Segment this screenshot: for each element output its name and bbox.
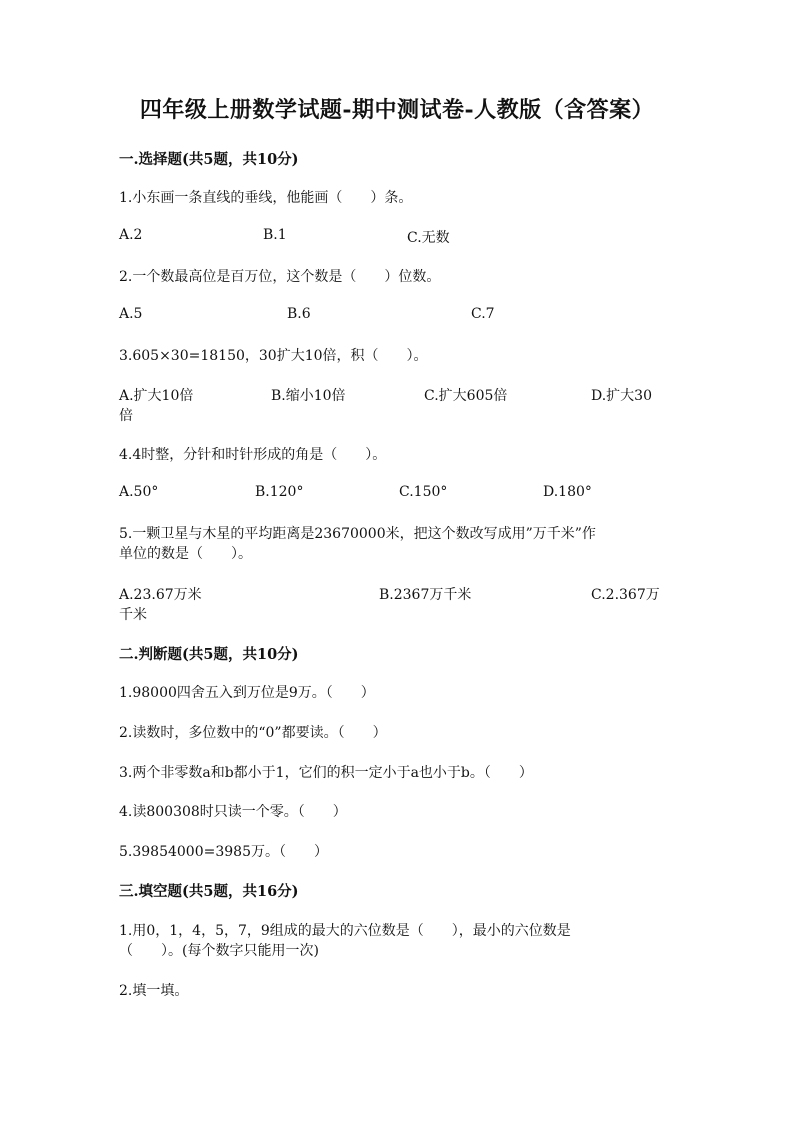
question-judge-4: 4.读800308时只读一个零。（ ） bbox=[119, 804, 347, 820]
section-heading-fill: 三.填空题(共5题，共16分) bbox=[119, 883, 299, 900]
question-choice-5-line1: 5.一颗卫星与木星的平均距离是23670000米，把这个数改写成用”万千米”作 bbox=[119, 526, 596, 542]
option-a: A.5 bbox=[119, 306, 143, 322]
option-a: A.2 bbox=[119, 227, 143, 243]
option-b: B.缩小10倍 bbox=[271, 388, 346, 404]
option-c-wrap: 千米 bbox=[119, 607, 147, 623]
option-c: C.150° bbox=[399, 484, 448, 500]
question-fill-1-line1: 1.用0，1，4，5，7，9组成的最大的六位数是（ ），最小的六位数是 bbox=[119, 923, 571, 939]
option-c: C.2.367万 bbox=[591, 587, 660, 603]
option-b: B.120° bbox=[255, 484, 304, 500]
question-judge-3: 3.两个非零数a和b都小于1，它们的积一定小于a也小于b。（ ） bbox=[119, 765, 533, 781]
option-d-wrap: 倍 bbox=[119, 408, 133, 424]
question-choice-2: 2.一个数最高位是百万位，这个数是（ ）位数。 bbox=[119, 269, 441, 285]
option-b: B.6 bbox=[287, 306, 311, 322]
section-heading-judge: 二.判断题(共5题，共10分) bbox=[119, 646, 299, 663]
section-heading-choice: 一.选择题(共5题，共10分) bbox=[119, 151, 299, 168]
option-c: C.无数 bbox=[407, 230, 450, 246]
question-choice-3: 3.605×30=18150，30扩大10倍，积（ ）。 bbox=[119, 348, 428, 364]
option-a: A.扩大10倍 bbox=[119, 388, 194, 404]
option-d: D.扩大30 bbox=[591, 388, 652, 404]
option-c: C.7 bbox=[471, 306, 495, 322]
option-b: B.1 bbox=[263, 227, 287, 243]
option-d: D.180° bbox=[543, 484, 592, 500]
question-judge-2: 2.读数时，多位数中的“0”都要读。（ ） bbox=[119, 725, 387, 741]
question-judge-1: 1.98000四舍五入到万位是9万。（ ） bbox=[119, 685, 375, 701]
option-b: B.2367万千米 bbox=[379, 587, 472, 603]
question-fill-1-line2: （ ）。(每个数字只能用一次) bbox=[119, 943, 319, 959]
page-title: 四年级上册数学试题-期中测试卷-人教版（含答案） bbox=[139, 97, 655, 123]
question-fill-2: 2.填一填。 bbox=[119, 983, 189, 999]
option-a: A.50° bbox=[119, 484, 159, 500]
question-choice-4: 4.4时整，分针和时针形成的角是（ ）。 bbox=[119, 447, 387, 463]
question-judge-5: 5.39854000=3985万。（ ） bbox=[119, 844, 328, 860]
question-choice-1: 1.小东画一条直线的垂线，他能画（ ）条。 bbox=[119, 190, 413, 206]
question-choice-5-line2: 单位的数是（ ）。 bbox=[119, 546, 252, 562]
option-a: A.23.67万米 bbox=[119, 587, 202, 603]
option-c: C.扩大605倍 bbox=[424, 388, 508, 404]
